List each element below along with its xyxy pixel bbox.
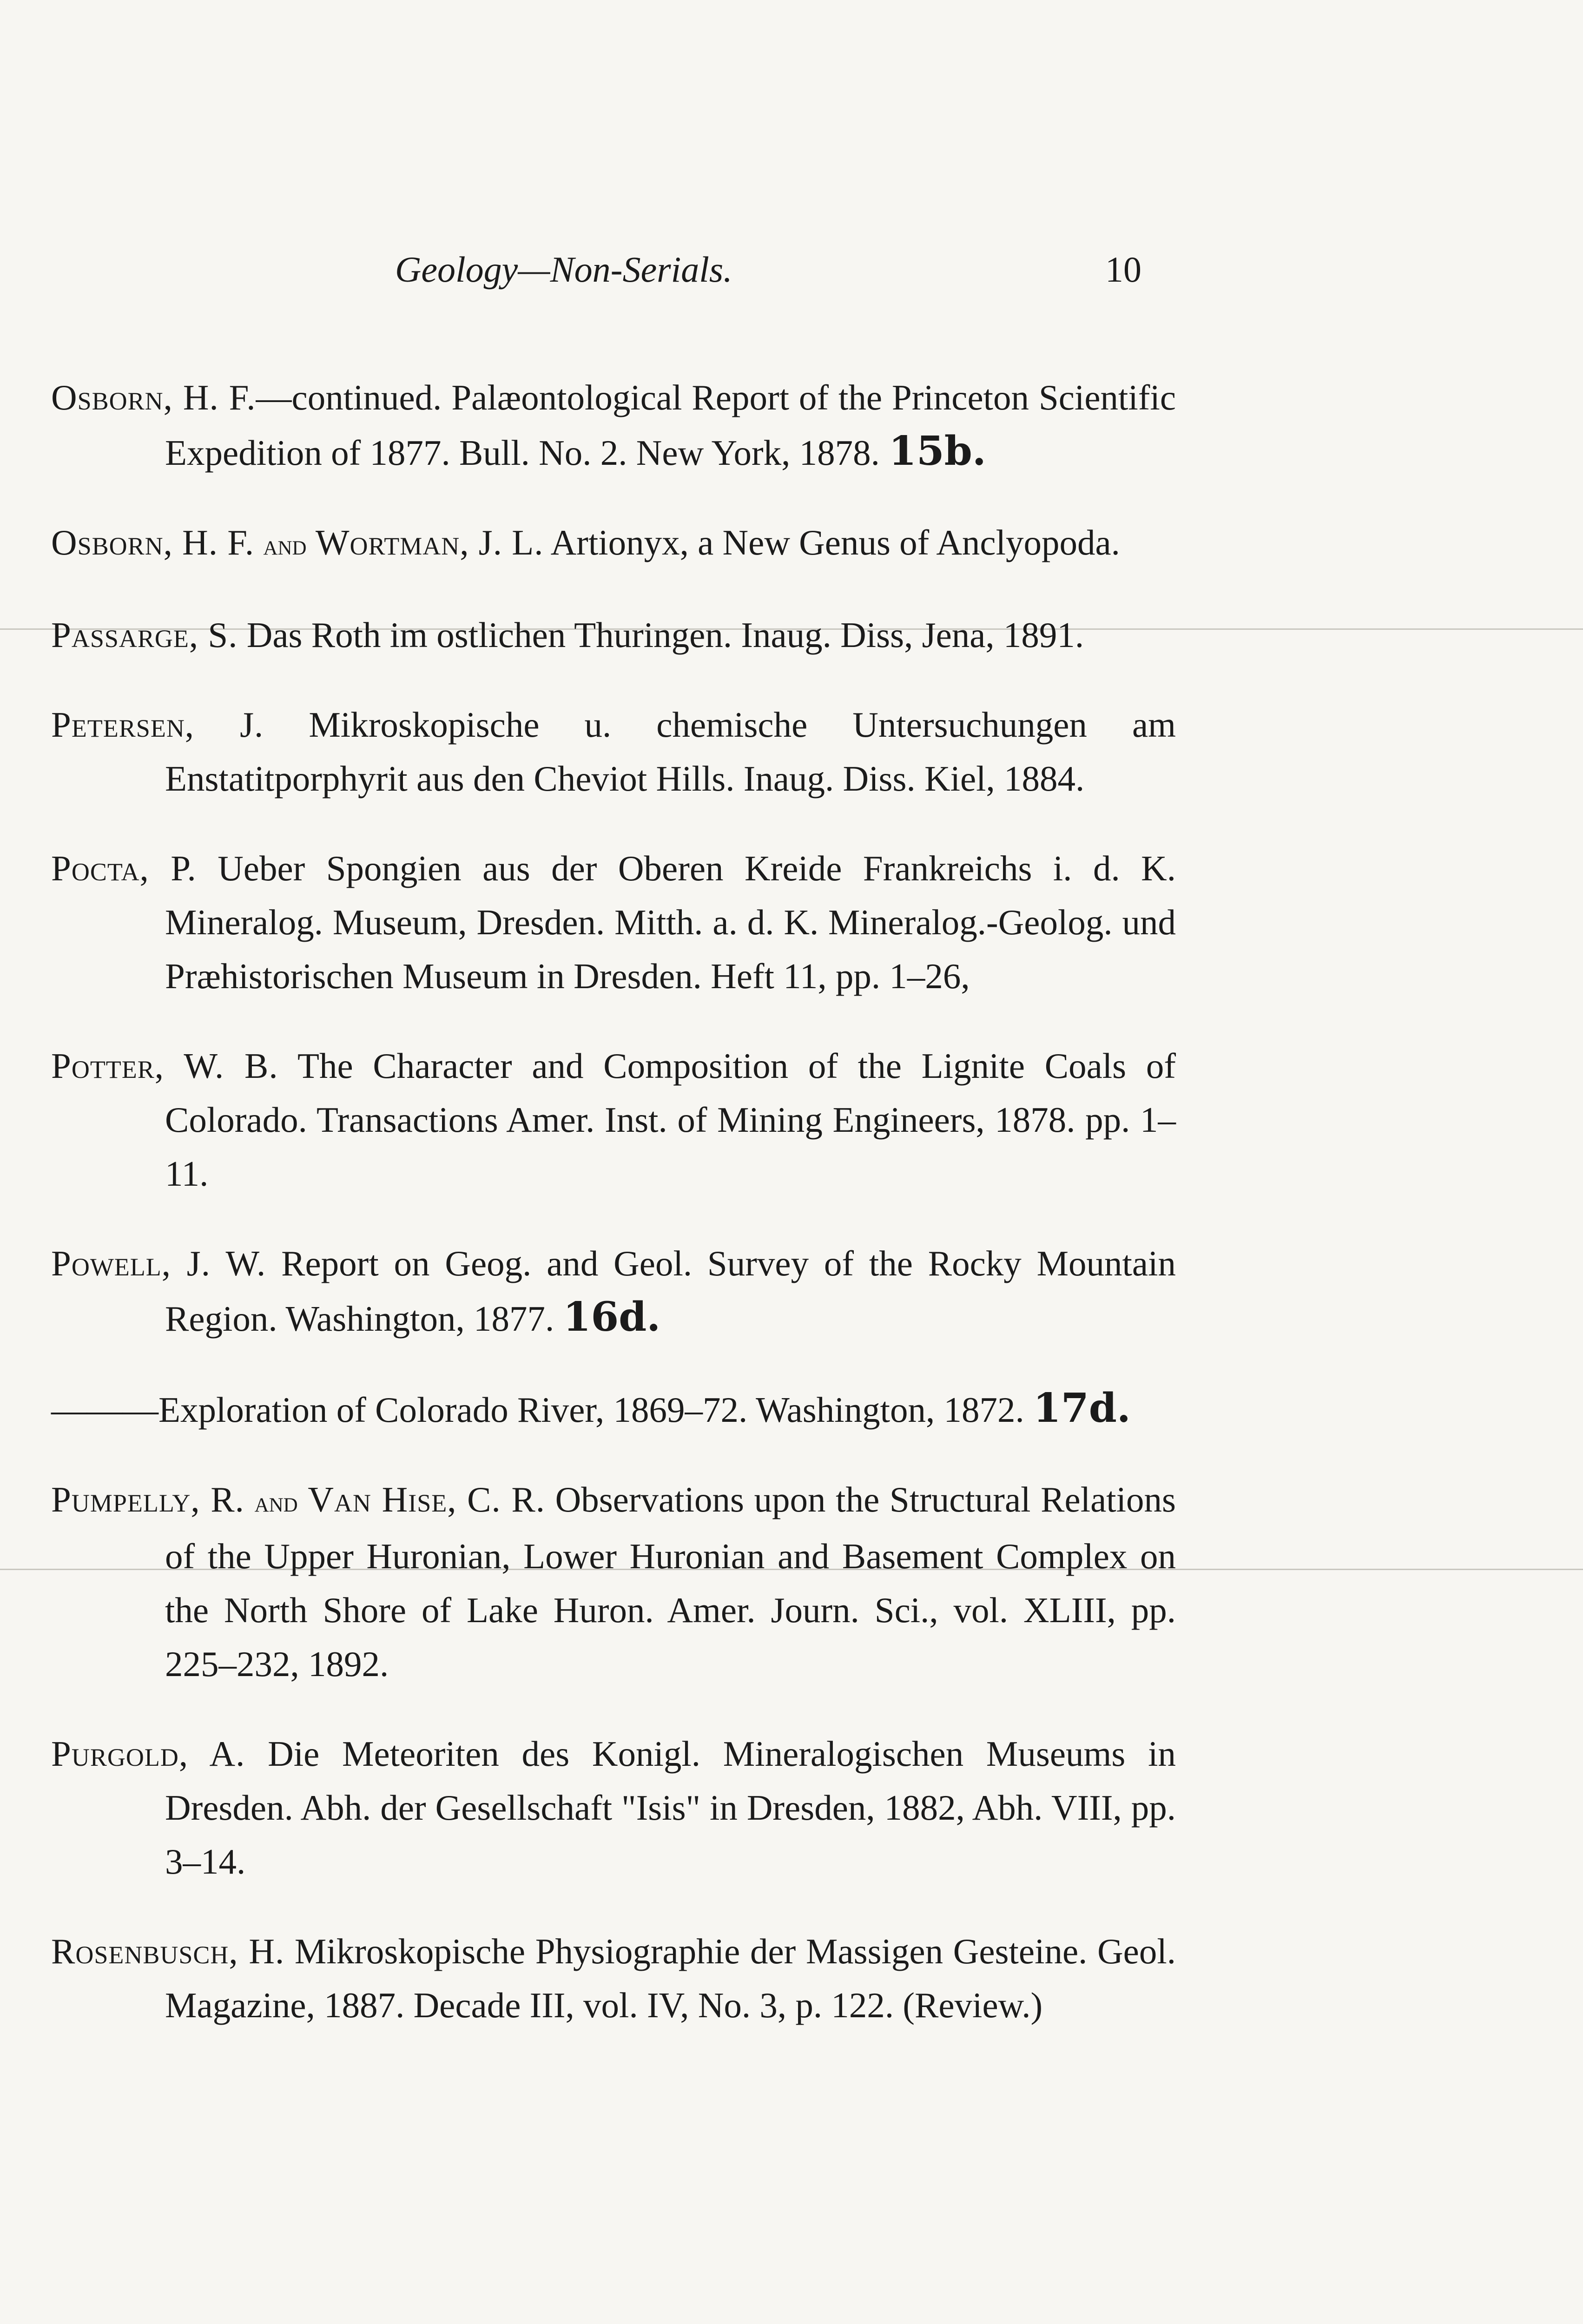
ditto-dash: ——— [51, 1390, 158, 1430]
entry-author: Petersen, J. [51, 705, 264, 745]
entry-conjunction: and [254, 1486, 298, 1518]
bibliography-entry [51, 1381, 1176, 1437]
entry-author: Passarge, S. [51, 615, 238, 655]
entry-text: —continued. Palæontological Report of the Princeton Scientific Expedition of 1877. Bull. No. 2. New York, 1878. [165, 377, 1176, 473]
entry-text: Die Meteoriten des Konigl. Mineralogischen Museums in Dresden. Abh. der Gesellschaft "Isis" in Dresden, 1882, Abh. VIII, pp. 3–14. [165, 1734, 1176, 1882]
entry-coauthor: Wortman, J. L. [315, 522, 544, 562]
bibliography-entry [51, 1924, 1176, 2032]
shelf-mark: 16d. [563, 1294, 661, 1340]
entry-author: Potter, W. B. [51, 1046, 278, 1086]
bibliography-entry [51, 841, 1176, 1003]
shelf-mark: 15b. [889, 428, 986, 475]
bibliography-entry [51, 1039, 1176, 1201]
entry-author: Osborn, H. F. [51, 377, 256, 417]
shelf-mark: 17d. [1033, 1385, 1131, 1432]
bibliography-entry [51, 1236, 1176, 1346]
entry-author: Pocta, P. [51, 848, 197, 888]
running-head [0, 242, 1583, 297]
entry-text: Mikroskopische Physiographie der Massigen Gesteine. Geol. Magazine, 1887. Decade III, vol. IV, No. 3, p. 122. (Review.) [165, 1931, 1176, 2025]
bibliography-entry [51, 1727, 1176, 1888]
entry-text: Artionyx, a New Genus of Anclyopoda. [550, 522, 1120, 562]
bibliography-entry [51, 515, 1176, 572]
entry-text: Mikroskopische u. chemische Untersuchungen am Enstatitporphyrit aus den Cheviot Hills. Inaug. Diss. Kiel, 1884. [165, 705, 1176, 799]
bibliography-entry [51, 608, 1176, 662]
page-number: 10 [1105, 249, 1141, 290]
bibliography-entry [51, 698, 1176, 805]
entry-text: The Character and Composition of the Lignite Coals of Colorado. Transactions Amer. Inst. of Mining Engineers, 1878. pp. 1–11. [165, 1046, 1176, 1194]
entry-text: Das Roth im ostlichen Thuringen. Inaug. Diss, Jena, 1891. [246, 615, 1084, 655]
entry-text: Observations upon the Structural Relations of the Upper Huronian, Lower Huronian and Basement Complex on the North Shore of Lake Huron. Amer. Journ. Sci., vol. XLIII, pp. 225–232, 1892. [165, 1479, 1176, 1684]
entry-author: Purgold, A. [51, 1734, 245, 1774]
bibliography-entry [51, 370, 1176, 480]
entry-author: Pumpelly, R. [51, 1479, 244, 1519]
running-title: Geology—Non-Serials. [395, 249, 732, 290]
entry-author: Powell, J. W. [51, 1243, 266, 1283]
bibliography-entry [51, 1472, 1176, 1691]
entry-author: Rosenbusch, H. [51, 1931, 285, 1971]
entry-text: Report on Geog. and Geol. Survey of the Rocky Mountain Region. Washington, 1877. [165, 1243, 1176, 1339]
entry-text: Exploration of Colorado River, 1869–72. Washington, 1872. [158, 1390, 1024, 1430]
entry-coauthor: Van Hise, C. R. [308, 1479, 545, 1519]
bibliography-list [51, 335, 1176, 2067]
entry-author: Osborn, H. F. [51, 522, 255, 562]
entry-text: Ueber Spongien aus der Oberen Kreide Frankreichs i. d. K. Mineralog. Museum, Dresden. Mitth. a. d. K. Mineralog.-Geolog. und Præhistorischen Museum in Dresden. Heft 11, pp. 1–26, [165, 848, 1176, 996]
entry-conjunction: and [263, 529, 307, 561]
